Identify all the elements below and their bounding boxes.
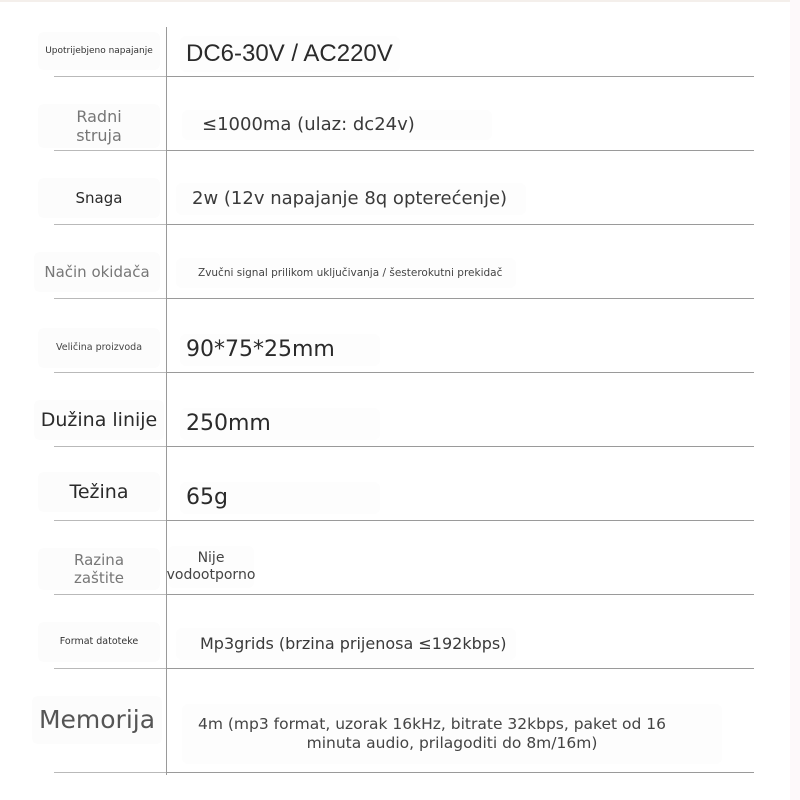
value-text-line-2: minuta audio, prilagoditi do 8m/16m) [306,734,598,752]
row-divider-label [54,150,166,151]
row-divider-label [54,520,166,521]
value-text-line-1: 4m (mp3 format, uzorak 16kHz, bitrate 32kbps, paket od 16 [197,715,666,734]
label-text-line-1: Radni [76,106,122,126]
row-divider-label [54,372,166,373]
row-divider [167,520,754,521]
value-text: 65g [186,484,228,510]
label-text: Upotrijebjeno napajanje [45,45,153,56]
row-divider-label [54,772,166,773]
spec-value-cable-length [180,408,380,440]
value-text: Zvučni signal prilikom uključivanja / šesterokutni prekidač [198,266,503,279]
label-text-line-2: struja [76,126,122,145]
spec-value-weight [180,482,380,514]
value-text-line-2: vodootporno [166,567,256,583]
spec-value-power [176,183,526,215]
spec-value-file-format [176,628,516,660]
label-text: Način okidača [44,263,150,281]
label-text-line-2: zaštite [73,569,125,587]
spec-label-product-size [38,328,160,368]
label-text: Snaga [75,189,123,207]
row-divider-label [54,298,166,299]
spec-label-file-format [38,622,160,662]
spec-value-product-size [180,334,380,366]
row-divider [167,372,754,373]
value-text-line-1: Nije [197,550,225,567]
spec-value-memory [182,704,722,764]
spec-value-working-current [182,110,492,140]
label-text-line-1: Razina [73,551,125,569]
spec-value-power-supply [180,36,400,72]
row-divider [167,668,754,669]
label-text: Dužina linije [40,408,158,431]
row-divider [167,150,754,151]
spec-label-cable-length [34,400,164,440]
spec-label-working-current [38,104,160,148]
row-divider-label [54,668,166,669]
row-divider [167,76,754,77]
row-divider-label [54,224,166,225]
spec-label-power-supply [38,32,160,70]
spec-label-trigger-mode [34,252,160,292]
value-text: DC6-30V / AC220V [186,39,393,67]
value-text: ≤1000ma (ulaz: dc24v) [202,114,415,136]
label-text: Format datoteke [59,636,139,648]
label-text: Težina [69,480,129,503]
row-divider [167,772,754,773]
spec-value-protection-level [168,546,254,588]
spec-label-protection-level [38,548,160,590]
row-divider [167,224,754,225]
row-divider-label [54,76,166,77]
row-divider [167,446,754,447]
label-text: Memorija [38,705,156,734]
row-divider [167,594,754,595]
value-text: Mp3grids (brzina prijenosa ≤192kbps) [200,634,507,654]
row-divider-label [54,446,166,447]
spec-value-trigger-mode [176,258,516,288]
label-text: Veličina proizvoda [55,342,143,354]
value-text: 90*75*25mm [186,336,335,362]
row-divider [167,298,754,299]
value-text: 2w (12v napajanje 8q opterećenje) [192,188,508,210]
value-text: 250mm [186,410,271,436]
spec-label-weight [38,472,160,512]
column-divider [166,27,167,775]
spec-label-power [38,178,160,218]
spec-label-memory [32,696,162,744]
row-divider-label [54,594,166,595]
